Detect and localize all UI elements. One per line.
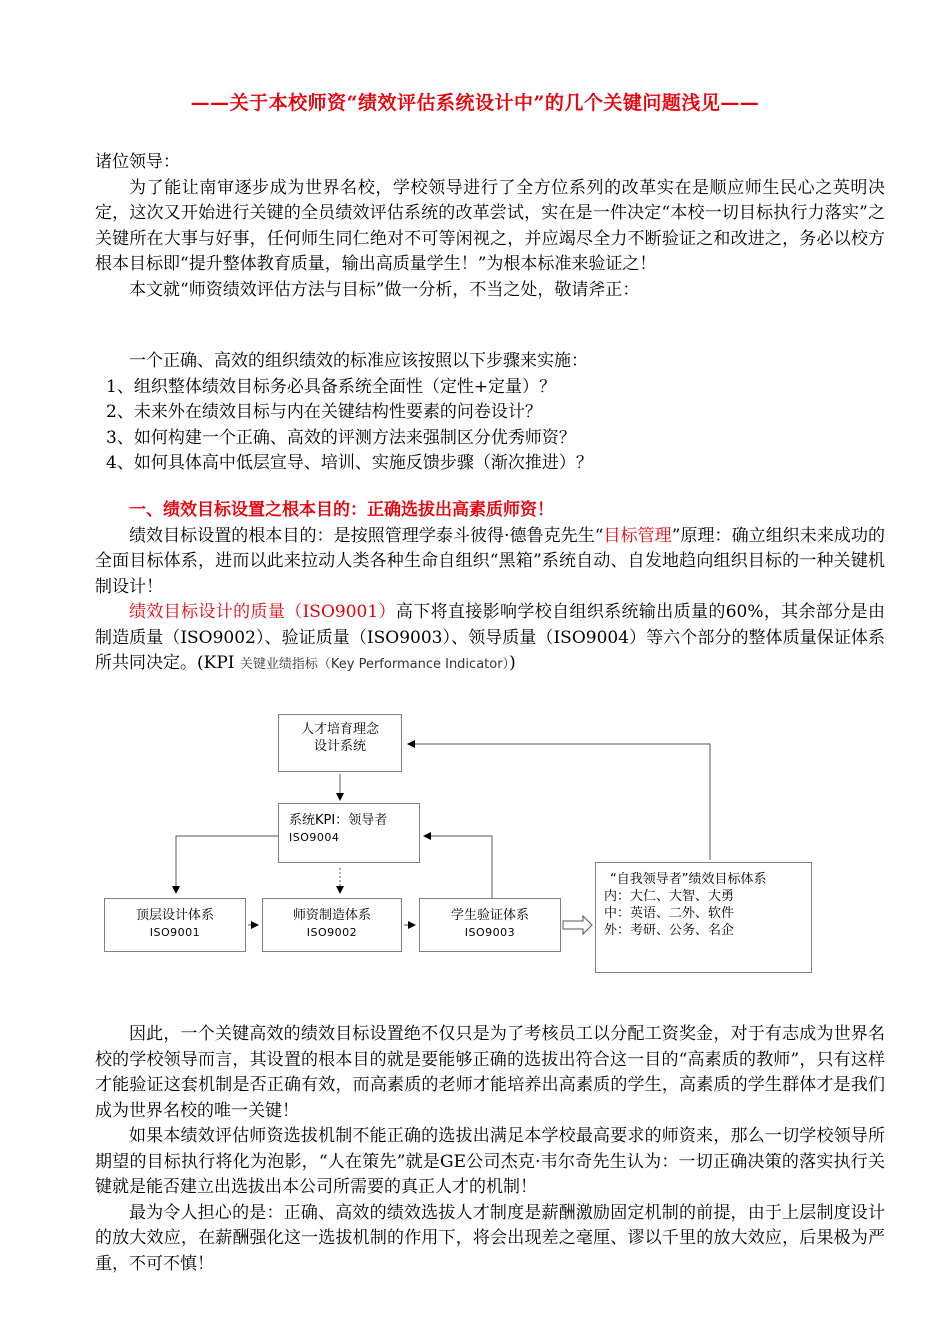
box-label: 设计系统 (313, 739, 366, 754)
step-item: 2、未来外在绩效目标与内在关键结构性要素的问卷设计？ (106, 402, 542, 422)
box-label: 师资制造体系 (292, 908, 371, 923)
box-label: 学生验证体系 (450, 908, 529, 923)
highlight-text: 目标管理 (603, 525, 672, 546)
conclusion-paragraph-1: 因此，一个关键高效的绩效目标设置绝不仅只是为了考核员工以分配工资奖金，对于有志成为世界名校的学校领导而言，其设置的根本目的就是要能够正确的选拔出符合这一目的“高素质的教师”，只有这样才能验证这套机制是否正确有效，而高素质的老师才能培养出高素质的学生，高素质的学生群体才是我们成为世界名校的唯一关键！ (95, 1024, 885, 1121)
document-title: ——关于本校师资“绩效评估系统设计中”的几个关键问题浅见—— (190, 92, 760, 114)
kpi-leader-box (278, 803, 420, 863)
conclusion-section (95, 1022, 885, 1277)
text-run: ) (509, 653, 516, 673)
box-label: 人才培育理念 (300, 722, 379, 737)
self-leader-goals-box (595, 862, 812, 973)
top-design-box (104, 898, 246, 952)
box-line: 外：考研、公务、名企 (604, 923, 735, 938)
talent-philosophy-box (278, 714, 402, 772)
step-item: 4、如何具体高中低层宣导、培训、实施反馈步骤（渐次推进）？ (106, 453, 593, 473)
conclusion-paragraph-3: 最为令人担心的是：正确、高效的绩效选拔人才制度是薪酬激励固定机制的前提，由于上层制度设计的放大效应，在薪酬强化这一选拔机制的作用下，将会出现差之毫厘、谬以千里的放大效应，后果极为严重，不可不慎！ (95, 1202, 885, 1274)
arrow-box3-to-right (563, 916, 592, 934)
box-title: “自我领导者”绩效目标体系 (610, 872, 767, 887)
step-item: 3、如何构建一个正确、高效的评测方法来强制区分优秀师资？ (106, 427, 576, 448)
conclusion-paragraph-2: 如果本绩效评估师资选拔机制不能正确的选拔出满足本学校最高要求的师资来，那么一切学校领导所期望的目标执行将化为泡影，“人在策先”就是GE公司杰克·韦尔奇先生认为：一切正确决策的落实执行关键就是能否建立出选拔出本公司所需要的真正人才的机制！ (95, 1126, 885, 1197)
box-code: ISO9002 (306, 926, 358, 939)
step-item: 1、组织整体绩效目标务必具备系统全面性（定性+定量）？ (106, 376, 557, 397)
section-1-heading: 一、绩效目标设置之根本目的：正确选拔出高素质师资！ (129, 500, 554, 520)
text-run: 高下将直接影响学校自组织系统输出质量的60%，其余部分是由制造质量（ISO9002）、验证质量（ISO9003）、领导质量（ISO9004）等六个部分的整体质量保证体系所共同决定。(KPI (95, 602, 885, 673)
highlight-text: 绩效目标设计的质量（ISO9001） (129, 602, 396, 622)
box-code: ISO9001 (149, 926, 201, 939)
box-line: 中：英语、二外、软件 (604, 906, 735, 921)
arrow-feedback-loop (408, 744, 710, 860)
kpi-note: 关键业绩指标（Key Performance Indicator） (239, 657, 510, 672)
box-label: 顶层设计体系 (135, 908, 214, 923)
greeting: 诸位领导： (95, 152, 180, 172)
box-line: 内：大仁、大智、大勇 (604, 889, 735, 904)
intro-paragraph-2: 本文就“师资绩效评估方法与目标”做一分析，不当之处，敬请斧正： (129, 279, 640, 300)
text-run: ”原理：确立组织未来成功的全面目标体系，进而以此来拉动人类各种生命自组织“黑箱”系统自动、自发地趋向组织目标的一种关键机制设计！ (95, 525, 885, 597)
box-code: ISO9004 (289, 831, 340, 844)
box-label: 系统KPI：领导者 (289, 813, 388, 828)
arrow-box3-to-kpi (424, 836, 492, 898)
box-code: ISO9003 (464, 926, 516, 939)
faculty-building-box (262, 898, 402, 952)
text-run: 绩效目标设置的根本目的：是按照管理学泰斗彼得·德鲁克先生“ (129, 525, 604, 546)
arrow-kpi-to-box1 (176, 836, 278, 893)
student-verification-box (419, 898, 561, 952)
steps-intro: 一个正确、高效的组织绩效的标准应该按照以下步骤来实施： (129, 351, 588, 371)
intro-paragraph-1: 为了能让南审逐步成为世界名校，学校领导进行了全方位系列的改革实在是顺应师生民心之英明决定，这次又开始进行关键的全员绩效评估系统的改革尝试，实在是一件决定“本校一切目标执行力落实”之关键所在大事与好事，任何师生同仁绝对不可等闲视之，并应竭尽全力不断验证之和改进之，务必以校方根本目标即“提升整体教育质量，输出高质量学生！”为根本标准来验证之！ (95, 177, 885, 274)
